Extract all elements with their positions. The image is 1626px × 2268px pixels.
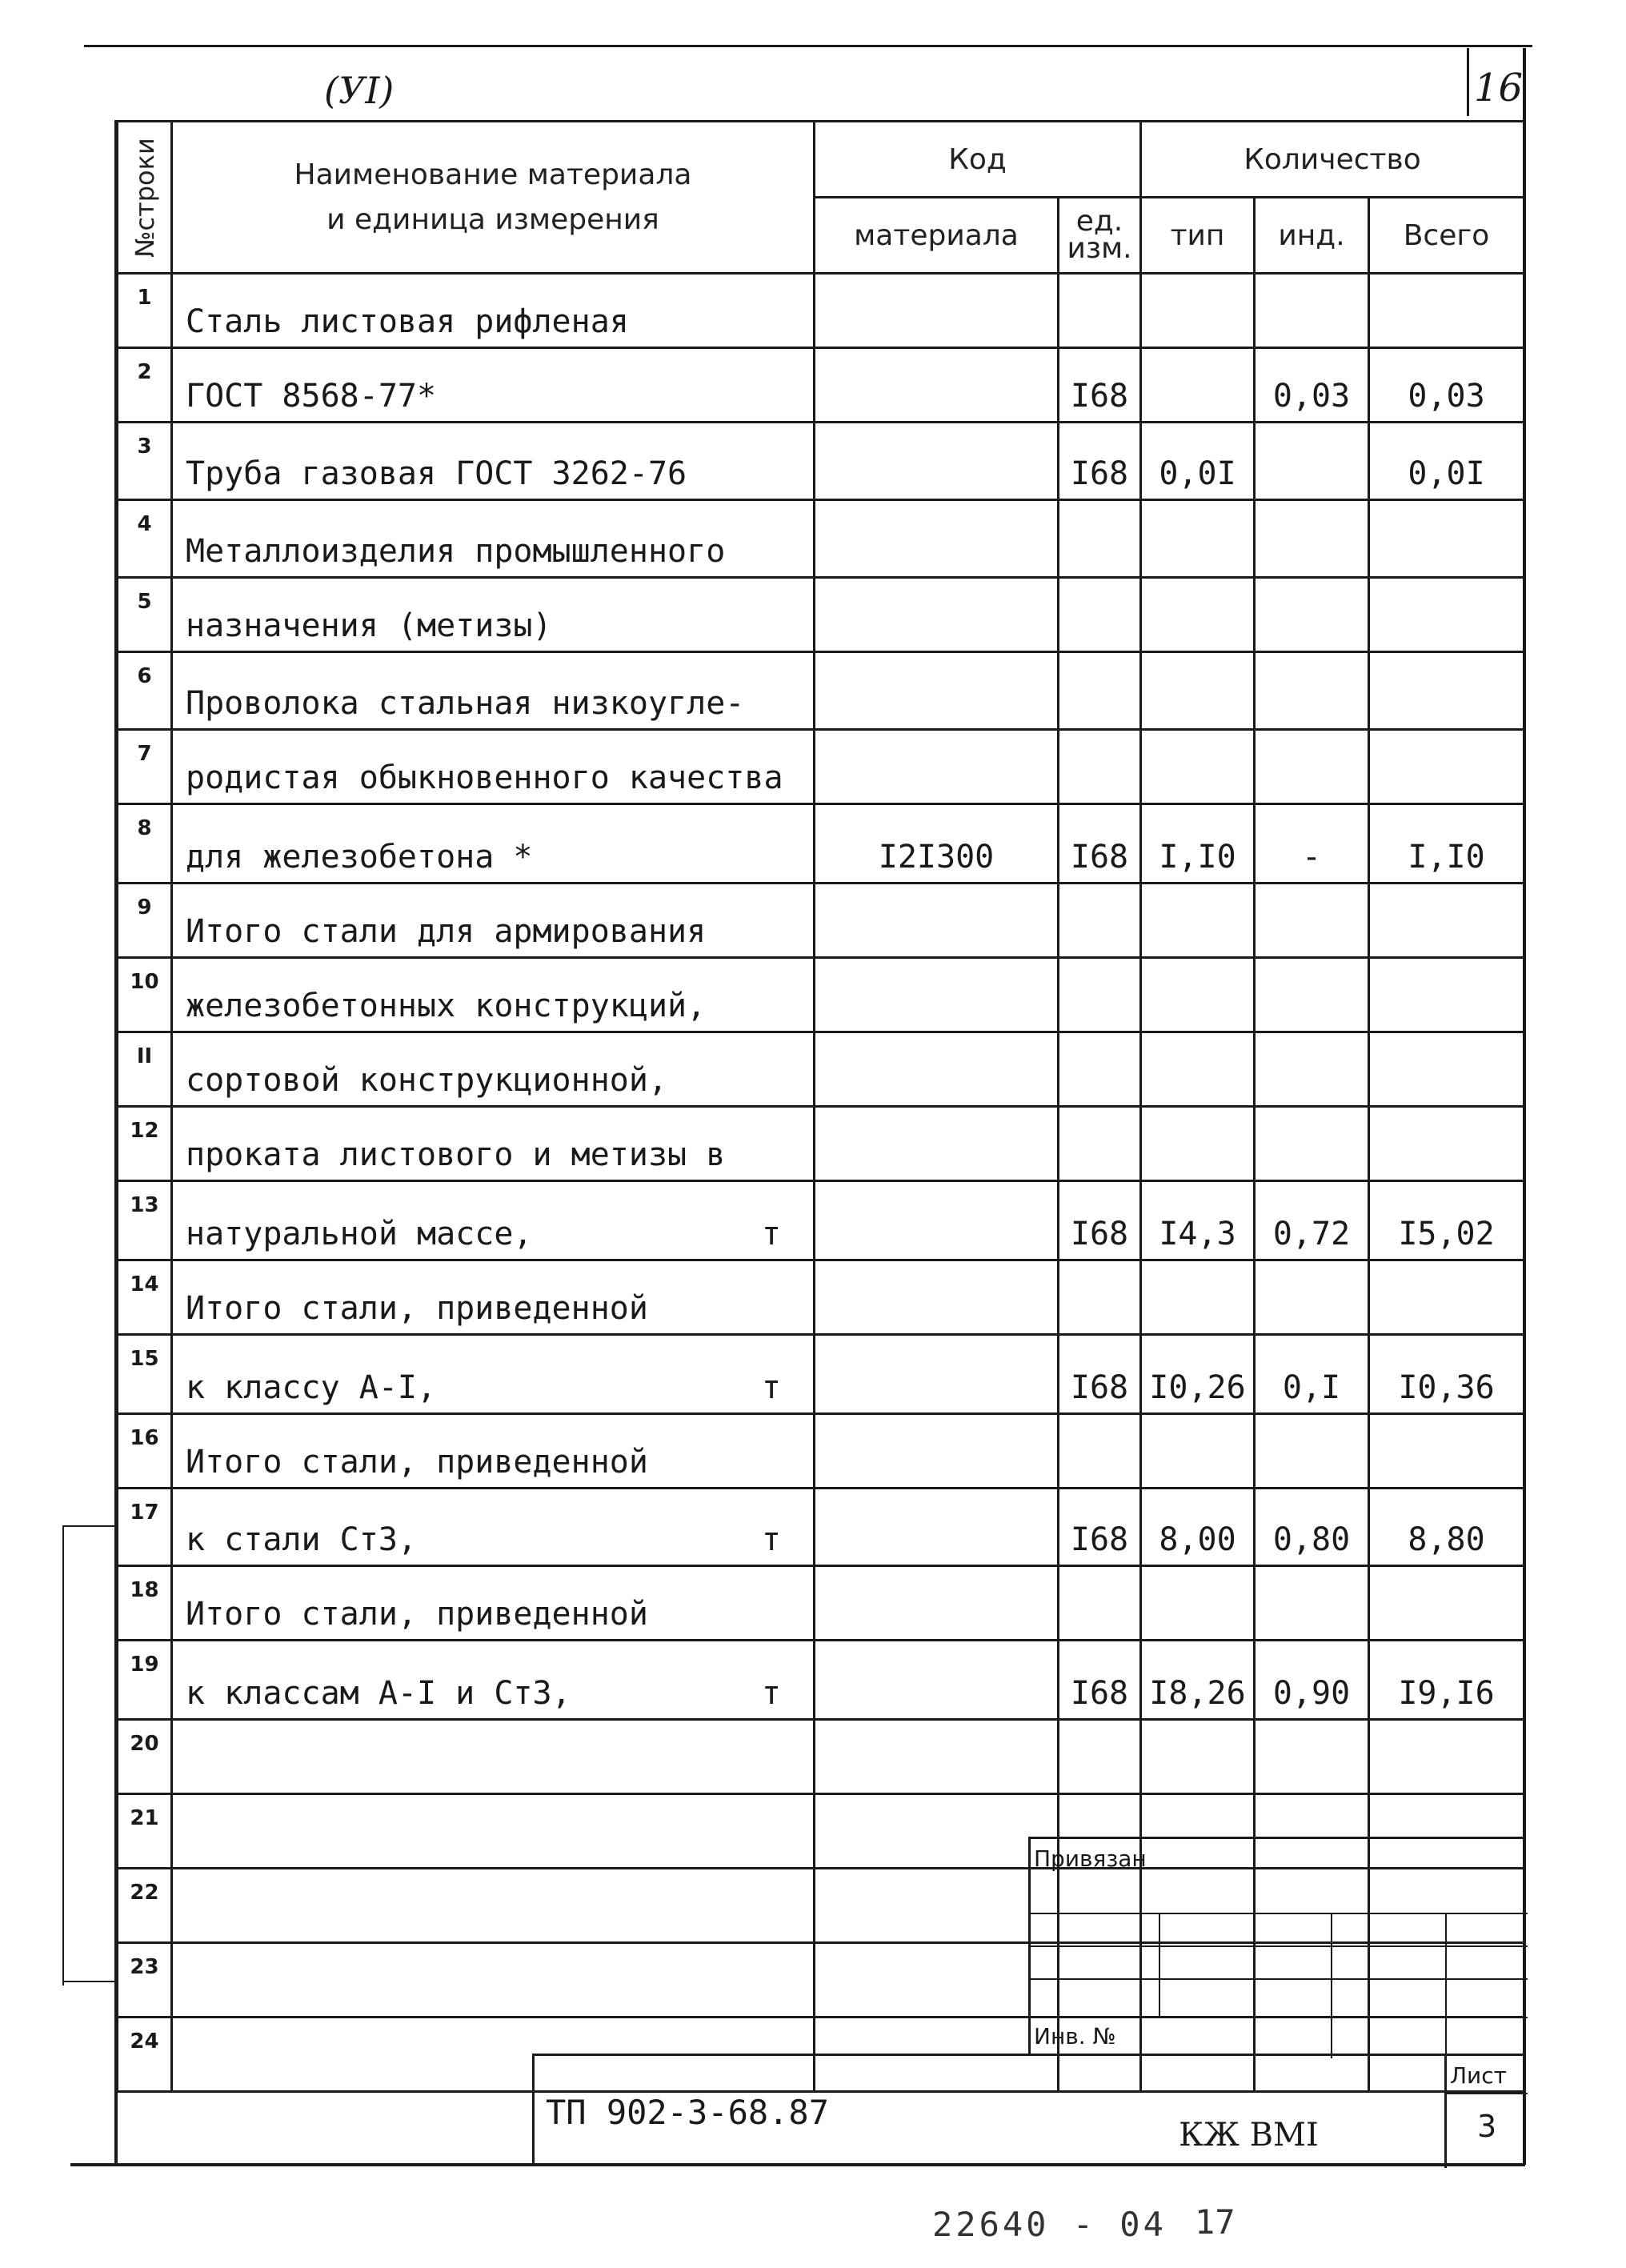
unit-code <box>1059 1566 1141 1641</box>
unit-code <box>1059 1414 1141 1489</box>
row-number <box>118 1335 172 1414</box>
row-number <box>118 348 172 423</box>
quantity-type <box>1141 1260 1255 1335</box>
unit-code <box>1059 274 1141 348</box>
material-code <box>815 274 1059 348</box>
specification-table <box>116 120 1523 2093</box>
unit-code-text: I68 <box>1070 1216 1129 1252</box>
quantity-type <box>1141 423 1255 500</box>
quantity-type <box>1141 500 1255 578</box>
unit-code <box>1059 1720 1141 1794</box>
unit-code-text: I68 <box>1070 1521 1129 1558</box>
material-name <box>172 274 815 348</box>
row-number <box>118 1869 172 1943</box>
unit-code <box>1059 958 1141 1032</box>
material-name-text: родистая обыкновенного качества <box>186 759 783 796</box>
quantity-total-text: I9,I6 <box>1398 1675 1495 1712</box>
row-number <box>118 274 172 348</box>
row-number-text: 1 <box>137 286 152 310</box>
quantity-total <box>1369 348 1524 423</box>
row-number-text: 15 <box>130 1347 159 1371</box>
quantity-type <box>1141 1489 1255 1566</box>
table-row <box>118 1107 1524 1181</box>
row-number <box>118 2018 172 2092</box>
material-name-text: к стали Ст3, <box>186 1521 417 1558</box>
binding-grid-line <box>1159 1913 1160 2017</box>
unit-code <box>1059 1489 1141 1566</box>
material-code <box>815 1414 1059 1489</box>
unit-code-text: I68 <box>1070 839 1129 876</box>
row-number-text: 18 <box>130 1578 159 1602</box>
material-code <box>815 958 1059 1032</box>
quantity-total-text: 8,80 <box>1408 1521 1485 1558</box>
quantity-total <box>1369 274 1524 348</box>
material-code <box>815 1566 1059 1641</box>
quantity-individual <box>1255 1181 1369 1260</box>
material-code <box>815 1335 1059 1414</box>
material-name-text: для железобетона * <box>186 839 533 876</box>
row-number-text: 19 <box>130 1653 159 1677</box>
material-name-text: назначения (метизы) <box>186 607 552 644</box>
row-number-text: 22 <box>130 1881 159 1905</box>
quantity-type-text: 8,00 <box>1159 1521 1236 1558</box>
table-row <box>118 1335 1524 1414</box>
row-number-text: II <box>136 1044 153 1068</box>
table-row <box>118 1260 1524 1335</box>
title-block <box>532 2054 1525 2166</box>
material-name-text: Сталь листовая рифленая <box>186 303 629 340</box>
row-number <box>118 1641 172 1720</box>
quantity-type <box>1141 1641 1255 1720</box>
binding-grid-line <box>1445 1913 1447 2058</box>
quantity-individual-text: 0,90 <box>1272 1675 1351 1712</box>
row-number <box>118 1181 172 1260</box>
unit-code <box>1059 500 1141 578</box>
quantity-total <box>1369 423 1524 500</box>
quantity-individual <box>1255 1641 1369 1720</box>
quantity-type <box>1141 1566 1255 1641</box>
material-name-text: ГОСТ 8568-77* <box>186 378 437 415</box>
row-number <box>118 1489 172 1566</box>
row-number-text: 6 <box>137 664 152 688</box>
quantity-total <box>1369 500 1524 578</box>
row-number-text: 4 <box>137 512 152 536</box>
quantity-individual <box>1255 652 1369 730</box>
quantity-individual <box>1255 1720 1369 1794</box>
margin-box-border <box>62 1981 117 1982</box>
quantity-individual <box>1255 500 1369 578</box>
quantity-total <box>1369 804 1524 884</box>
row-number <box>118 423 172 500</box>
unit-code <box>1059 1181 1141 1260</box>
quantity-total <box>1369 1032 1524 1107</box>
unit-tonnes-label: т <box>761 1216 781 1252</box>
row-number <box>118 958 172 1032</box>
material-code <box>815 1489 1059 1566</box>
material-name-text: к классам А-I и Ст3, <box>186 1675 571 1712</box>
material-code <box>815 1181 1059 1260</box>
table-row <box>118 958 1524 1032</box>
quantity-total <box>1369 958 1524 1032</box>
quantity-total <box>1369 1260 1524 1335</box>
quantity-type-text: 0,0I <box>1159 455 1236 492</box>
row-number-text: 8 <box>137 816 152 840</box>
quantity-individual <box>1255 1335 1369 1414</box>
binding-grid-line <box>1031 1978 1528 1980</box>
material-name <box>172 1794 815 1869</box>
material-name <box>172 1032 815 1107</box>
row-number <box>118 804 172 884</box>
unit-code <box>1059 348 1141 423</box>
table-row <box>118 274 1524 348</box>
quantity-total-text: I5,02 <box>1398 1216 1495 1252</box>
quantity-type <box>1141 652 1255 730</box>
unit-code <box>1059 1107 1141 1181</box>
quantity-total <box>1369 1566 1524 1641</box>
table-row <box>118 652 1524 730</box>
quantity-type-text: I,I0 <box>1159 839 1236 876</box>
binding-grid-line <box>1031 1945 1528 1947</box>
quantity-individual-header: инд. <box>1255 198 1369 274</box>
quantity-individual <box>1255 1566 1369 1641</box>
material-name <box>172 1641 815 1720</box>
row-number <box>118 578 172 652</box>
unit-code-header-line2: изм. <box>1067 232 1132 265</box>
document-mark: КЖ ВМI <box>1179 2117 1319 2154</box>
material-name <box>172 652 815 730</box>
quantity-total <box>1369 1720 1524 1794</box>
unit-code <box>1059 423 1141 500</box>
material-name <box>172 500 815 578</box>
row-number <box>118 1943 172 2018</box>
material-name-text: Итого стали, приведенной <box>186 1290 648 1327</box>
quantity-total <box>1369 884 1524 958</box>
row-number-text: 5 <box>137 590 152 614</box>
sheet-number: 3 <box>1477 2109 1497 2144</box>
unit-code-header-line1: ед. <box>1075 205 1123 238</box>
row-number-text: 23 <box>130 1955 159 1979</box>
margin-box-border <box>62 1525 117 1527</box>
quantity-individual <box>1255 804 1369 884</box>
quantity-individual <box>1255 1414 1369 1489</box>
quantity-total <box>1369 730 1524 804</box>
material-name <box>172 423 815 500</box>
quantity-type-header: тип <box>1141 198 1255 274</box>
unit-code <box>1059 652 1141 730</box>
quantity-total-text: I0,36 <box>1398 1369 1495 1406</box>
quantity-type <box>1141 958 1255 1032</box>
row-number <box>118 652 172 730</box>
page-number: 16 <box>1474 66 1524 110</box>
binding-block <box>1028 1837 1525 2056</box>
unit-tonnes-label: т <box>761 1369 781 1406</box>
quantity-individual-text: 0,80 <box>1272 1521 1351 1558</box>
table-row <box>118 578 1524 652</box>
sheet-top-border <box>84 45 1532 47</box>
row-number-text: 21 <box>130 1806 159 1830</box>
material-code <box>815 1032 1059 1107</box>
row-number-text: 14 <box>130 1272 159 1296</box>
row-number-text: 3 <box>137 435 152 459</box>
row-number <box>118 884 172 958</box>
quantity-type <box>1141 1181 1255 1260</box>
table-row <box>118 1720 1524 1794</box>
table-row <box>118 1181 1524 1260</box>
material-name <box>172 1489 815 1566</box>
material-name <box>172 1869 815 1943</box>
table-row <box>118 1641 1524 1720</box>
material-code <box>815 578 1059 652</box>
material-code <box>815 1943 1059 2018</box>
quantity-individual-text: 0,03 <box>1272 378 1351 415</box>
material-name-text: Итого стали, приведенной <box>186 1596 648 1633</box>
material-name <box>172 958 815 1032</box>
project-code: ТП 902-3-68.87 <box>546 2093 830 2132</box>
table-body <box>118 274 1524 2092</box>
quantity-total <box>1369 578 1524 652</box>
material-name-text: Итого стали для армирования <box>186 913 707 950</box>
code-group-header: Код <box>815 122 1141 198</box>
material-name-header-line1: Наименование материала <box>294 158 692 191</box>
quantity-individual <box>1255 1107 1369 1181</box>
quantity-type <box>1141 1414 1255 1489</box>
material-code <box>815 1869 1059 1943</box>
table-row <box>118 500 1524 578</box>
quantity-total-header: Всего <box>1369 198 1524 274</box>
page-number-divider <box>1467 48 1469 116</box>
unit-code-header <box>1059 198 1141 274</box>
material-name <box>172 804 815 884</box>
material-name-text: железобетонных конструкций, <box>186 988 707 1024</box>
binding-grid-line <box>1331 1913 1332 2058</box>
unit-code <box>1059 730 1141 804</box>
unit-tonnes-label: т <box>761 1521 781 1558</box>
table-row <box>118 1414 1524 1489</box>
quantity-type-text: I8,26 <box>1149 1675 1246 1712</box>
quantity-total <box>1369 1641 1524 1720</box>
unit-code-text: I68 <box>1070 378 1129 415</box>
material-name <box>172 730 815 804</box>
table-row <box>118 884 1524 958</box>
footer-archive-page: 17 <box>1195 2202 1236 2242</box>
unit-code-text: I68 <box>1070 1675 1129 1712</box>
table-row <box>118 348 1524 423</box>
quantity-type <box>1141 884 1255 958</box>
row-number-text: 7 <box>137 742 152 766</box>
quantity-individual <box>1255 958 1369 1032</box>
material-name-text: Труба газовая ГОСТ 3262-76 <box>186 455 687 492</box>
unit-code <box>1059 1260 1141 1335</box>
material-code <box>815 1641 1059 1720</box>
unit-code <box>1059 1641 1141 1720</box>
unit-code <box>1059 884 1141 958</box>
table-row <box>118 423 1524 500</box>
row-number-header-label: №строки <box>129 137 160 258</box>
inventory-number-label: Инв. № <box>1034 2023 1116 2050</box>
material-name <box>172 1181 815 1260</box>
binding-grid-line <box>1031 1913 1528 1914</box>
sheet-label: Лист <box>1450 2062 1507 2089</box>
row-number <box>118 1566 172 1641</box>
unit-code <box>1059 578 1141 652</box>
material-name-header <box>172 122 815 274</box>
quantity-total <box>1369 1489 1524 1566</box>
quantity-total <box>1369 652 1524 730</box>
quantity-individual <box>1255 884 1369 958</box>
material-name <box>172 1107 815 1181</box>
material-name-text: Проволока стальная низкоугле- <box>186 685 745 722</box>
material-name-text: сортовой конструкционной, <box>186 1062 668 1099</box>
quantity-individual <box>1255 274 1369 348</box>
row-number-text: 20 <box>130 1732 159 1756</box>
row-number <box>118 1107 172 1181</box>
quantity-individual <box>1255 1489 1369 1566</box>
table-row <box>118 1489 1524 1566</box>
material-code <box>815 1107 1059 1181</box>
row-number-text: 24 <box>130 2030 159 2054</box>
quantity-type <box>1141 1107 1255 1181</box>
quantity-total <box>1369 1335 1524 1414</box>
quantity-individual-text: 0,I <box>1282 1369 1341 1406</box>
material-name <box>172 1414 815 1489</box>
quantity-total <box>1369 1181 1524 1260</box>
material-name-text: натуральной массе, <box>186 1216 533 1252</box>
quantity-individual <box>1255 1032 1369 1107</box>
material-code <box>815 348 1059 423</box>
row-number <box>118 1032 172 1107</box>
quantity-individual-text: 0,72 <box>1272 1216 1351 1252</box>
row-number-text: 17 <box>130 1501 159 1525</box>
material-code <box>815 423 1059 500</box>
quantity-total-text: 0,0I <box>1408 455 1485 492</box>
row-number-text: 12 <box>130 1119 159 1143</box>
material-name <box>172 1566 815 1641</box>
quantity-individual-text: - <box>1301 839 1322 876</box>
row-number-header <box>118 122 172 274</box>
row-number-text: 9 <box>137 896 152 920</box>
quantity-type <box>1141 730 1255 804</box>
row-number <box>118 1720 172 1794</box>
table-row <box>118 1032 1524 1107</box>
quantity-group-header: Количество <box>1141 122 1524 198</box>
section-mark: (УI) <box>324 69 394 112</box>
table-row <box>118 804 1524 884</box>
material-name-text: Металлоизделия промышленного <box>186 533 726 570</box>
row-number <box>118 500 172 578</box>
quantity-type <box>1141 578 1255 652</box>
material-code-text: I2I300 <box>878 839 995 876</box>
unit-code <box>1059 804 1141 884</box>
unit-code-text: I68 <box>1070 1369 1129 1406</box>
margin-box-border <box>62 1525 64 1986</box>
material-code <box>815 1260 1059 1335</box>
material-name-text: проката листового и метизы в <box>186 1136 726 1173</box>
unit-tonnes-label: т <box>761 1675 781 1712</box>
sheet-cell-border <box>1444 2056 1447 2168</box>
quantity-individual <box>1255 1260 1369 1335</box>
material-name <box>172 1335 815 1414</box>
quantity-total <box>1369 1107 1524 1181</box>
table-row <box>118 1566 1524 1641</box>
quantity-total <box>1369 1414 1524 1489</box>
material-code <box>815 1720 1059 1794</box>
row-number-text: 10 <box>130 970 159 994</box>
row-number-text: 2 <box>137 360 152 384</box>
material-name-header-line2: и единица измерения <box>326 202 659 236</box>
material-name <box>172 1260 815 1335</box>
quantity-individual <box>1255 578 1369 652</box>
quantity-type-text: I0,26 <box>1149 1369 1246 1406</box>
quantity-total-text: 0,03 <box>1408 378 1485 415</box>
row-number <box>118 1260 172 1335</box>
unit-code-text: I68 <box>1070 455 1129 492</box>
material-code <box>815 1794 1059 1869</box>
quantity-type <box>1141 1335 1255 1414</box>
unit-code <box>1059 1335 1141 1414</box>
quantity-type <box>1141 804 1255 884</box>
table-row <box>118 730 1524 804</box>
quantity-type <box>1141 348 1255 423</box>
row-number <box>118 730 172 804</box>
row-number <box>118 1794 172 1869</box>
material-name <box>172 348 815 423</box>
material-code <box>815 500 1059 578</box>
quantity-total-text: I,I0 <box>1408 839 1485 876</box>
material-code <box>815 884 1059 958</box>
material-code-header: материала <box>815 198 1059 274</box>
quantity-type-text: I4,3 <box>1159 1216 1236 1252</box>
quantity-individual <box>1255 348 1369 423</box>
material-name <box>172 578 815 652</box>
material-name-text: Итого стали, приведенной <box>186 1444 648 1481</box>
material-name <box>172 1720 815 1794</box>
quantity-individual <box>1255 423 1369 500</box>
row-number-text: 16 <box>130 1426 159 1450</box>
quantity-type <box>1141 1720 1255 1794</box>
material-name-text: к классу А-I, <box>186 1369 437 1406</box>
row-number <box>118 1414 172 1489</box>
bound-label: Привязан <box>1034 1845 1147 1872</box>
material-code <box>815 730 1059 804</box>
binding-grid-line <box>1031 2017 1528 2018</box>
quantity-type <box>1141 1032 1255 1107</box>
material-name <box>172 1943 815 2018</box>
row-number-text: 13 <box>130 1193 159 1217</box>
material-code <box>815 804 1059 884</box>
unit-code <box>1059 1032 1141 1107</box>
footer-archive-code: 22640 - 04 <box>932 2205 1167 2244</box>
quantity-type <box>1141 274 1255 348</box>
sheet-cell-border <box>1444 2093 1528 2094</box>
material-name <box>172 884 815 958</box>
quantity-individual <box>1255 730 1369 804</box>
material-code <box>815 652 1059 730</box>
